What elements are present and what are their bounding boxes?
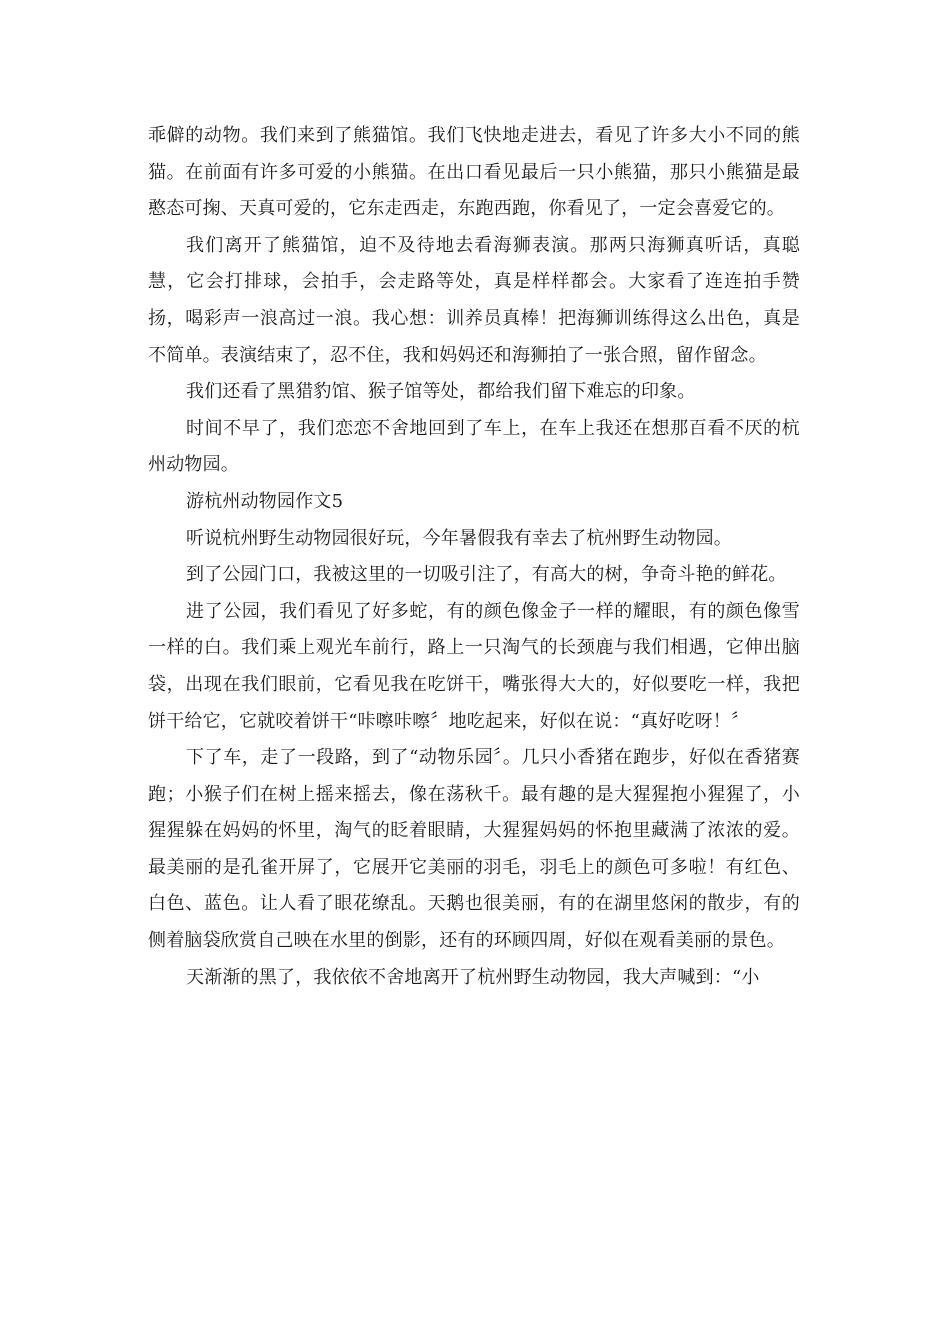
paragraph-snakes-giraffe: 进了公园，我们看见了好多蛇，有的颜色像金子一样的耀眼，有的颜色像雪一样的白。我们乘上观光车前行，路上一只淘气的长颈鹿与我们相遇，它伸出脑袋，出现在我们眼前，它看见我在吃饼干，嘴张得大大的，好似要吃一样，我把饼干给它，它就咬着饼干“咔嚓咔嚓〞地吃起来，好似在说：“真好吃呀！〞 bbox=[148, 600, 800, 732]
paragraph-sea-lion-show: 我们离开了熊猫馆，迫不及待地去看海狮表演。那两只海狮真听话，真聪慧，它会打排球，会拍手，会走路等处，真是样样都会。大家看了连连拍手赞扬，喝彩声一浪高过一浪。我心想：训养员真棒！把海狮训练得这么出色，真是不简单。表演结束了，忍不住，我和妈妈还和海狮拍了一张合照，留作留念。 bbox=[148, 234, 800, 366]
paragraph-animal-paradise: 下了车，走了一段路，到了“动物乐园〞。几只小香猪在跑步，好似在香猪赛跑；小猴子们在树上摇来摇去，像在荡秋千。最有趣的是大猩猩抱小猩猩了，小猩猩躲在妈妈的怀里，淘气的眨着眼睛，大猩猩妈妈的怀抱里藏满了浓浓的爱。最美丽的是孔雀开屏了，它展开它美丽的羽毛，羽毛上的颜色可多啦！有红色、白色、蓝色。让人看了眼花缭乱。天鹅也很美丽，有的在湖里悠闲的散步，有的侧着脑袋欣赏自己映在水里的倒影，还有的环顾四周，好似在观看美丽的景色。 bbox=[148, 747, 800, 952]
paragraph-intro: 听说杭州野生动物园很好玩，今年暑假我有幸去了杭州野生动物园。 bbox=[186, 527, 732, 549]
paragraph-panda-house: 乖僻的动物。我们来到了熊猫馆。我们飞快地走进去，看见了许多大小不同的熊猫。在前面有许多可爱的小熊猫。在出口看见最后一只小熊猫，那只小熊猫是最憨态可掬、天真可爱的，它东走西走，东跑西跑，你看见了，一定会喜爱它的。 bbox=[148, 125, 800, 220]
paragraph-park-gate: 到了公园门口，我被这里的一切吸引注了，有高大的树，争奇斗艳的鲜花。 bbox=[186, 564, 787, 586]
paragraph-return-to-car: 时间不早了，我们恋恋不舍地回到了车上，在车上我还在想那百看不厌的杭州动物园。 bbox=[148, 417, 800, 476]
document-body bbox=[148, 118, 800, 996]
essay-heading: 游杭州动物园作文5 bbox=[186, 490, 344, 512]
paragraph-other-houses: 我们还看了黑猎豹馆、猴子馆等处，都给我们留下难忘的印象。 bbox=[186, 381, 696, 403]
paragraph-leaving: 天渐渐的黑了，我依依不舍地离开了杭州野生动物园，我大声喊到：“小 bbox=[186, 966, 760, 988]
